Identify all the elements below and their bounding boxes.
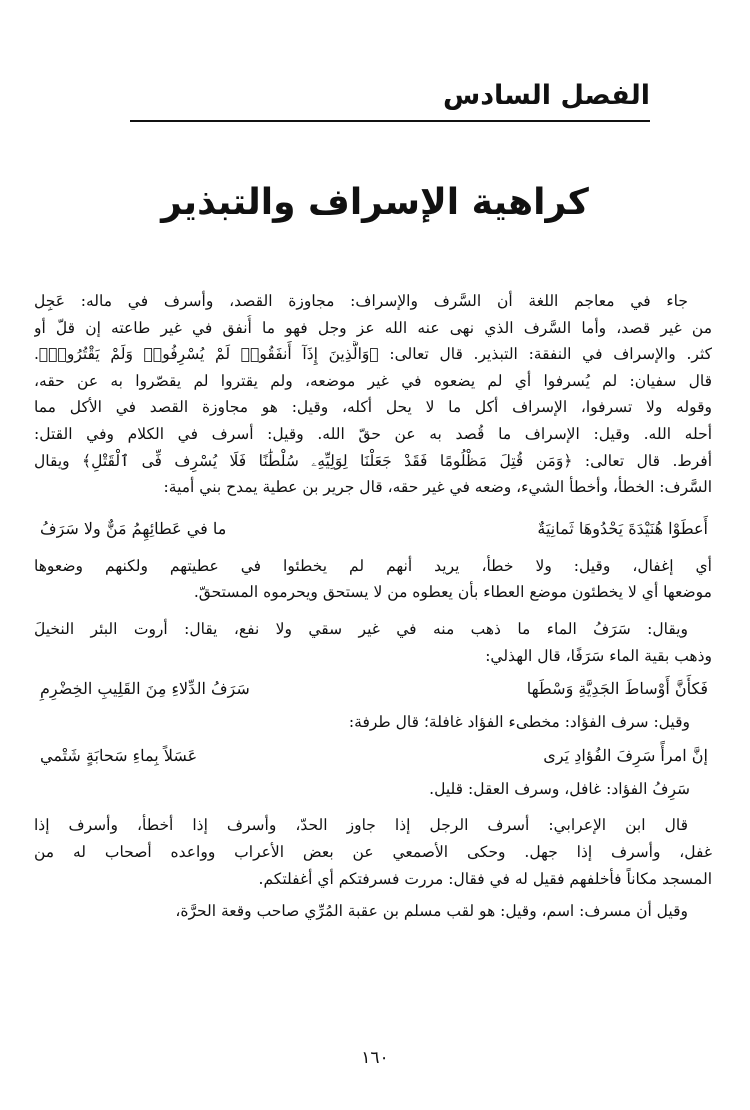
paragraph-tarafa-gloss: [34, 776, 712, 803]
text-line: السَّرف: الخطأ، وأخطأ الشيء، وضعه في غير حقه، قال جرير بن عطية يمدح بني أمية:: [163, 478, 712, 497]
text-line: موضعها أي لا يخطئون موضع العطاء بأن يعطوه من لا يستحق ويحرموه المستحقّ.: [193, 583, 712, 602]
paragraph-tarafa-intro: [34, 709, 712, 736]
text-line: قال ابن الإعرابي: أسرف الرجل إذا جاوز الحدّ، وأسرف إذا أخطأ، وأسرف إذا: [34, 816, 688, 835]
verse-first-hemistich: فَكأَنَّ أَوْساطَ الجَدِيَّةِ وَسْطَها: [526, 679, 708, 699]
text-line: كثر. والإسراف في النفقة: التبذير. قال تعالى: ﴿وَالَّذِينَ إِذَآ أَنفَقُوا۟ لَمْ يُسْرِفُوا۟ وَلَمْ يَقْتُرُوا۟﴾.: [34, 345, 712, 364]
paragraph-ibn-arabi: [34, 812, 712, 892]
text-line: أحله الله. وقيل: الإسراف ما قُصد به عن حقّ الله. وقيل: أسرف في الكلام وفي القتل:: [34, 424, 712, 443]
text-line: وذهب بقية الماء سَرَفًا، قال الهذلي:: [485, 646, 712, 665]
text-line: من غير قصد، وأما السَّرف الذي نهى عنه الله عز وجل فهو ما أُنفق في غير طاعته إن قلّ أو: [34, 318, 712, 337]
spacer: [34, 802, 712, 812]
verse-second-hemistich: عَسَلاً بِماءِ سَحابَةٍ شَتْمي: [40, 745, 198, 765]
verse-second-hemistich: ما في عَطائِهِمُ مَنٌّ ولا سَرَفُ: [40, 518, 227, 538]
verse-first-hemistich: أَعطَوْا هُنَيْدَةَ يَحْدُوهَا ثَمانِيَةٌ: [537, 518, 708, 538]
text-line: غفل، وأسرف إذا جهل. وحكى الأصمعي عن بعض الأعراب وواعده أصحاب له من: [34, 842, 712, 861]
chapter-underline: [130, 120, 650, 122]
paragraph-water: [34, 616, 712, 669]
text-line: جاء في معاجم اللغة أن السَّرف والإسراف: مجاوزة القصد، وأسرف في ماله: عَجِل: [34, 292, 688, 310]
text-line: وقيل: سرف الفؤاد: مخطىء الفؤاد غافلة؛ قال طرفة:: [348, 713, 690, 732]
paragraph-musrif: [34, 898, 712, 925]
verse-first-hemistich: إنَّ امرأً سَرِفَ الفُؤادِ يَرى: [543, 745, 708, 765]
chapter-label: الفصل السادس: [442, 80, 650, 111]
text-line: وقوله ولا تسرفوا، الإسراف أكل ما لا يحل أكله، وقيل: هو مجاوزة القصد في الأكل مما: [34, 398, 712, 417]
text-line: المسجد مكاناً فأخلفهم فقيل له في فقال: مررت فسرفتكم أي أغفلتكم.: [258, 869, 712, 888]
text-line: ويقال: سَرَفُ الماء ما ذهب منه في غير سقي ولا نفع، يقال: أروت البئر النخيلَ: [34, 619, 688, 638]
spacer: [34, 606, 712, 616]
page-title: كراهية الإسراف والتبذير: [161, 182, 589, 223]
paragraph-explanation: [34, 553, 712, 606]
verse-tarafa: [34, 736, 712, 776]
text-line: وقيل أن مسرف: اسم، وقيل: هو لقب مسلم بن عقبة المُرِّي صاحب وقعة الحرَّة،: [175, 902, 688, 921]
paragraph-definition: [34, 288, 712, 501]
text-line: أفرط. قال تعالى: ﴿وَمَن قُتِلَ مَظْلُومًا فَقَدْ جَعَلْنَا لِوَلِيِّهِۦ سُلْطَٰنًا فَلَا يُسْرِف فِّى ٱلْقَتْلِ﴾ ويقال: [34, 451, 712, 470]
text-line: قال سفيان: لم يُسرفوا أي لم يضعوه في غير موضعه، ولم يقتروا لم يقصّروا به عن حقه،: [34, 371, 712, 390]
verse-second-hemistich: سَرَفُ الدِّلاءِ مِنَ القَلِيبِ الخِضْرِمِ: [40, 679, 250, 699]
verse-hudhali: [34, 669, 712, 709]
text-line: أي إغفال، وقيل: ولا خطأ، يريد أنهم لم يخطئوا في عطيتهم ولكنهم وضعوها: [34, 556, 712, 575]
text-line: سَرِفُ الفؤاد: غافل، وسرف العقل: قليل.: [429, 779, 690, 798]
chapter-heading: [130, 78, 650, 122]
page-number: ١٦٠: [361, 1048, 389, 1068]
body-text: [34, 288, 712, 925]
verse-jarir: [34, 509, 712, 549]
